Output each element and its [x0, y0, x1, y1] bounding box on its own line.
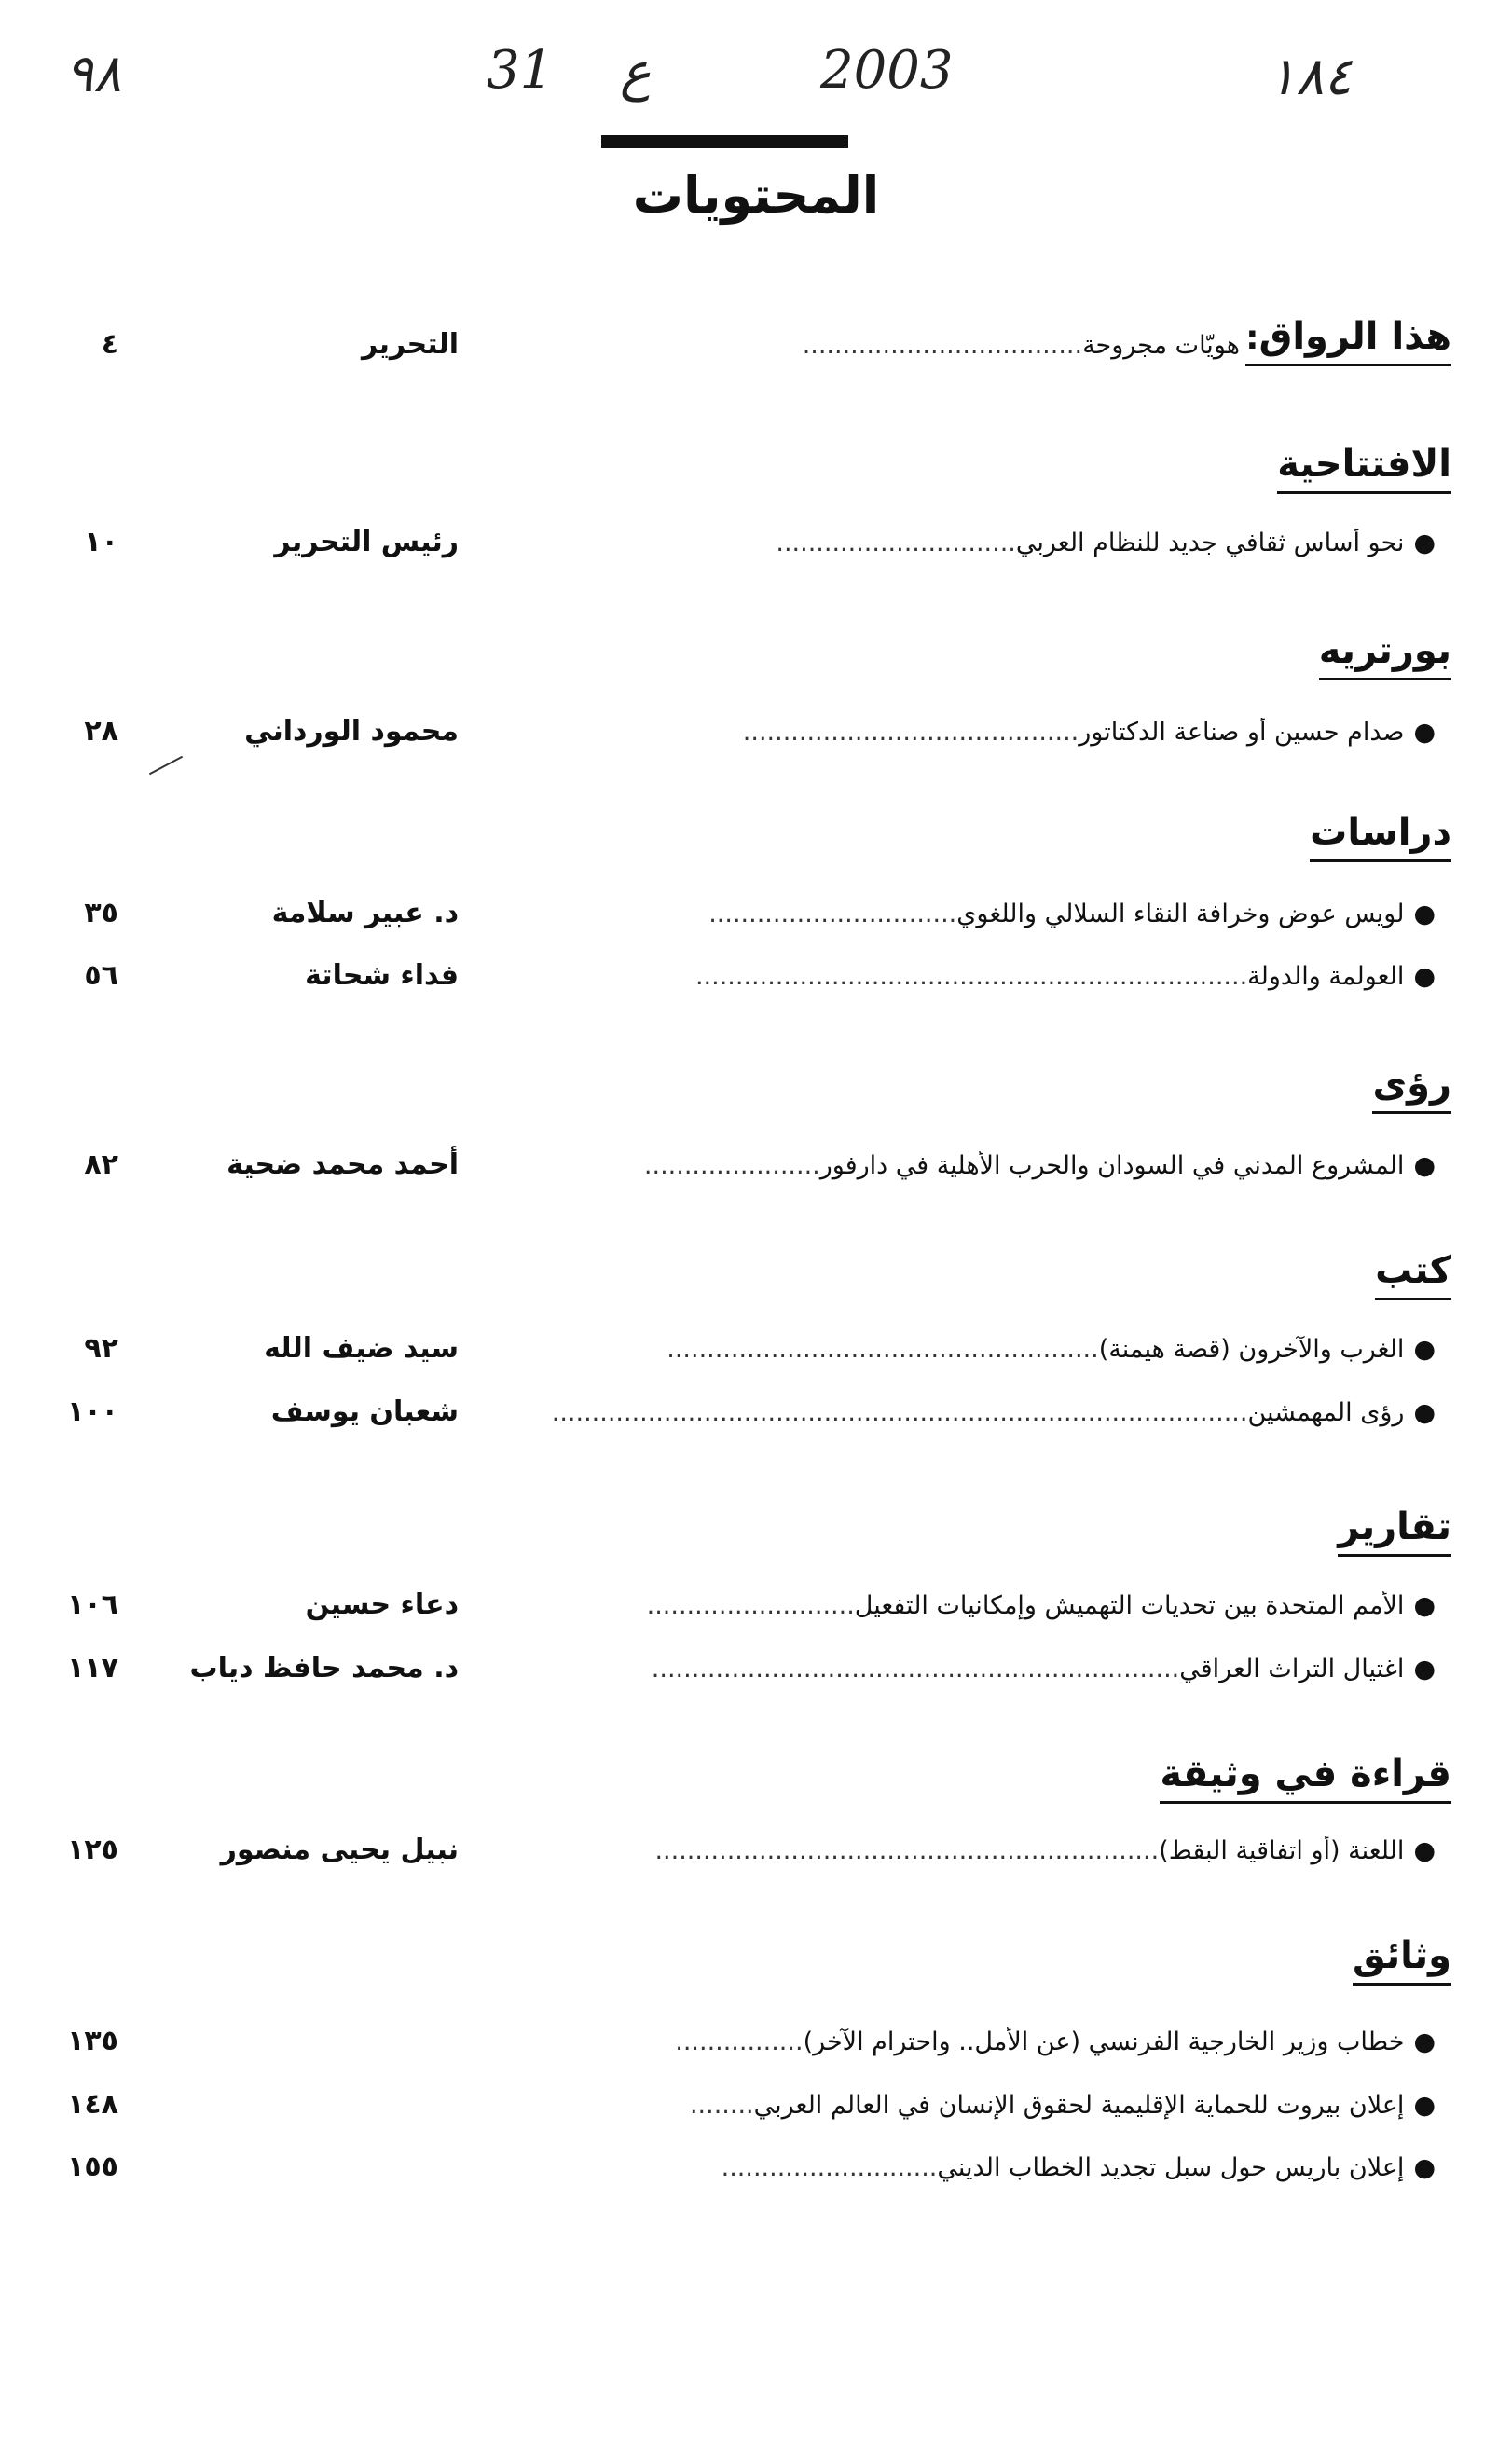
handwritten-year: 2003 — [820, 40, 954, 101]
bullet-icon: ● — [1413, 962, 1436, 991]
section-heading-text: كتب — [1375, 1249, 1451, 1300]
handwritten-top-left: ٩٨ — [65, 44, 122, 104]
bullet-icon: ● — [1413, 2091, 1436, 2120]
entry-author: التحرير — [361, 328, 459, 361]
entry-title: الأمم المتحدة بين تحديات التهميش وإمكانيات التفعيل — [854, 1591, 1405, 1620]
entry-title: الغرب والآخرون (قصة هيمنة) — [1098, 1335, 1405, 1364]
entry-page: ٨٢ — [84, 1148, 118, 1181]
entry-page: ٤ — [101, 328, 118, 361]
bullet-icon: ● — [1413, 1836, 1436, 1865]
bullet-icon: ● — [1413, 1151, 1436, 1180]
page-title: المحتويات — [632, 166, 880, 225]
entry-page: ١٢٥ — [67, 1834, 118, 1866]
bullet-icon: ● — [1413, 1591, 1436, 1620]
leader-dots: ...................................................... — [667, 1335, 1099, 1364]
editorial-heading: هذا الرواق: — [1245, 315, 1451, 366]
leader-dots: ............................... — [708, 900, 957, 928]
section-heading — [1319, 629, 1451, 680]
entry-page: ٥٦ — [84, 959, 118, 992]
toc-entry[interactable] — [489, 1151, 1436, 1180]
title-bar — [601, 135, 848, 148]
section-heading-text: دراسات — [1310, 811, 1451, 862]
entry-page: ٣٥ — [84, 897, 118, 929]
section-heading — [1338, 1505, 1451, 1557]
entry-page: ١٠٦ — [67, 1588, 118, 1621]
entry-page: ١٥٥ — [67, 2151, 118, 2183]
leader-dots: .................................................................. — [651, 1655, 1180, 1683]
toc-entry[interactable] — [489, 2091, 1436, 2120]
entry-author: شعبان يوسف — [270, 1395, 459, 1428]
toc-entry[interactable] — [489, 2153, 1436, 2182]
entry-page: ٢٨ — [84, 715, 118, 748]
entry-author: سيد ضيف الله — [264, 1332, 459, 1365]
section-heading — [1353, 1934, 1451, 1986]
pen-stroke-mark — [149, 756, 183, 776]
entry-author: د. محمد حافظ دياب — [189, 1652, 459, 1684]
section-heading — [1277, 443, 1451, 494]
bullet-icon: ● — [1413, 718, 1436, 747]
section-heading-text: قراءة في وثيقة — [1160, 1752, 1451, 1804]
entry-page: ٩٢ — [84, 1332, 118, 1365]
entry-title: العولمة والدولة — [1247, 962, 1405, 991]
section-heading — [1160, 1752, 1451, 1804]
entry-title: المشروع المدني في السودان والحرب الأهلية في دارفور — [819, 1151, 1405, 1180]
editorial-subtitle: هويّات مجروحة — [1082, 331, 1240, 360]
entry-author: أحمد محمد ضحية — [227, 1148, 459, 1181]
toc-entry[interactable] — [489, 1335, 1436, 1364]
toc-entry[interactable] — [489, 718, 1436, 747]
leader-dots: ..................................................................... — [694, 962, 1248, 991]
toc-entry[interactable] — [489, 2027, 1436, 2056]
bullet-icon: ● — [1413, 1655, 1436, 1683]
entry-title: لويس عوض وخرافة النقاء السلالي واللغوي — [956, 900, 1405, 928]
handwritten-issue-number: 31 — [487, 40, 554, 101]
leader-dots: .......................... — [646, 1591, 855, 1620]
section-heading-text: رؤى — [1372, 1063, 1451, 1114]
entry-title: خطاب وزير الخارجية الفرنسي (عن الأمل.. واحترام الآخر) — [803, 2027, 1405, 2056]
handwritten-top-right: ١٨٤ — [1268, 47, 1353, 107]
entry-page: ١١٧ — [67, 1652, 118, 1684]
entry-author: نبيل يحيى منصور — [220, 1834, 459, 1866]
entry-author: د. عبير سلامة — [271, 897, 459, 929]
leader-dots: ........ — [689, 2091, 754, 2120]
entry-title: اغتيال التراث العراقي — [1179, 1655, 1405, 1683]
entry-title: رؤى المهمشين — [1247, 1398, 1405, 1427]
leader-dots: ........................... — [721, 2153, 938, 2182]
entry-title: نحو أساس ثقافي جديد للنظام العربي — [1015, 529, 1405, 557]
bullet-icon: ● — [1413, 2153, 1436, 2182]
entry-title: إعلان بيروت للحماية الإقليمية لحقوق الإنسان في العالم العربي — [753, 2091, 1405, 2120]
toc-entry[interactable] — [489, 1591, 1436, 1620]
entry-author: فداء شحاتة — [305, 959, 459, 992]
leader-dots: .............................. — [776, 529, 1016, 557]
entry-author: دعاء حسين — [305, 1588, 459, 1621]
leader-dots: .......................................... — [742, 718, 1079, 747]
leader-dots: ................................... — [802, 331, 1083, 360]
entry-title: اللعنة (أو اتفاقية البقط) — [1159, 1836, 1405, 1865]
bullet-icon: ● — [1413, 1398, 1436, 1427]
toc-entry[interactable] — [489, 1398, 1436, 1427]
bullet-icon: ● — [1413, 900, 1436, 928]
section-heading — [1372, 1063, 1451, 1114]
entry-title: صدام حسين أو صناعة الدكتاتور — [1079, 718, 1405, 747]
leader-dots: ....................................................................................... — [551, 1398, 1248, 1427]
section-heading-text: وثائق — [1353, 1934, 1451, 1986]
entry-page: ١٠ — [84, 526, 118, 558]
entry-author: محمود الورداني — [244, 715, 459, 748]
section-heading-text: الافتتاحية — [1277, 443, 1451, 494]
editorial-subtitle-line[interactable] — [494, 331, 1240, 360]
bullet-icon: ● — [1413, 2027, 1436, 2056]
entry-page: ١٣٥ — [67, 2025, 118, 2057]
section-heading-text: تقارير — [1338, 1505, 1451, 1557]
leader-dots: ................ — [675, 2027, 804, 2056]
toc-entry[interactable] — [489, 1836, 1436, 1865]
bullet-icon: ● — [1413, 529, 1436, 557]
section-heading — [1310, 811, 1451, 862]
entry-title: إعلان باريس حول سبل تجديد الخطاب الديني — [937, 2153, 1405, 2182]
toc-entry[interactable] — [489, 1655, 1436, 1683]
section-heading-editorial — [1245, 315, 1451, 366]
bullet-icon: ● — [1413, 1335, 1436, 1364]
section-heading — [1375, 1249, 1451, 1300]
section-heading-text: بورتريه — [1319, 629, 1451, 680]
toc-entry[interactable] — [489, 900, 1436, 928]
leader-dots: ............................................................... — [654, 1836, 1160, 1865]
entry-author: رئيس التحرير — [274, 526, 459, 558]
toc-entry[interactable] — [489, 529, 1436, 557]
toc-entry[interactable] — [489, 962, 1436, 991]
entry-page: ١٤٨ — [67, 2088, 118, 2121]
leader-dots: ...................... — [643, 1151, 820, 1180]
entry-page: ١٠٠ — [67, 1395, 118, 1428]
handwritten-issue-letter: ع — [620, 42, 652, 103]
